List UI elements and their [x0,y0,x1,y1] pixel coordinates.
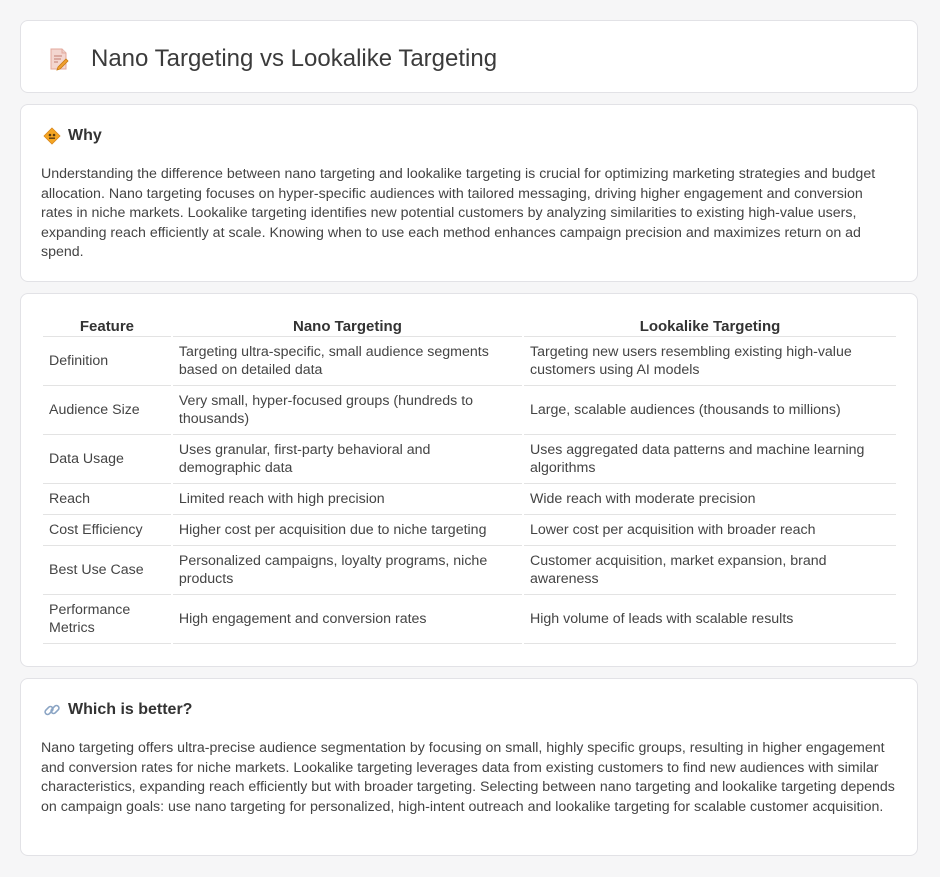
comparison-table [41,316,898,644]
lookalike-cell: High volume of leads with scalable results [524,595,896,644]
why-body: Understanding the difference between nano targeting and lookalike targeting is crucial for optimizing marketing strategies and budget allocation. Nano targeting focuses on hyper-specific audiences with tailored messaging, driving higher engagement and conversion rates in niche markets. Lookalike targeting identifies new potential customers by analyzing similarities to existing high-value users, expanding reach efficiently at scale. Knowing when to use each method enhances campaign precision and maximizes return on ad spend. [41,166,876,261]
title-card [20,20,918,93]
better-header [43,701,192,719]
title-row [47,45,497,73]
table-row [43,515,896,546]
lookalike-cell: Uses aggregated data patterns and machine learning algorithms [524,435,896,484]
table-row [43,484,896,515]
feature-cell: Cost Efficiency [43,515,171,546]
page-title: Nano Targeting vs Lookalike Targeting [91,45,498,72]
header-feature: Feature [43,316,171,337]
lookalike-cell: Targeting new users resembling existing high-value customers using AI models [524,337,896,386]
nano-cell: Limited reach with high precision [173,484,522,515]
table-row [43,386,896,435]
table-row [43,546,896,595]
feature-cell: Data Usage [43,435,171,484]
document-edit-icon [47,47,71,71]
nano-cell: Very small, hyper-focused groups (hundreds to thousands) [173,386,522,435]
lookalike-cell: Customer acquisition, market expansion, brand awareness [524,546,896,595]
feature-cell: Audience Size [43,386,171,435]
feature-cell: Definition [43,337,171,386]
lookalike-cell: Lower cost per acquisition with broader reach [524,515,896,546]
feature-cell: Performance Metrics [43,595,171,644]
header-nano: Nano Targeting [173,316,522,337]
table-header-row [43,316,896,337]
nano-cell: Higher cost per acquisition due to niche targeting [173,515,522,546]
table-row [43,595,896,644]
better-heading: Which is better? [68,701,193,718]
feature-cell: Best Use Case [43,546,171,595]
nano-cell: Targeting ultra-specific, small audience segments based on detailed data [173,337,522,386]
lookalike-cell: Wide reach with moderate precision [524,484,896,515]
header-lookalike: Lookalike Targeting [524,316,896,337]
diamond-warning-icon [43,127,61,145]
why-heading: Why [68,127,102,144]
comparison-card [20,293,918,667]
link-icon [43,701,61,719]
table-row [43,435,896,484]
nano-cell: Uses granular, first-party behavioral and demographic data [173,435,522,484]
why-card [20,104,918,282]
better-body: Nano targeting offers ultra-precise audience segmentation by focusing on small, highly specific groups, resulting in higher engagement and conversion rates for niche markets. Lookalike targeting leverages data from existing customers to find new audiences with similar characteristics, expanding reach efficiently but with broader targeting. Selecting between nano targeting and lookalike targeting depends on campaign goals: use nano targeting for personalized, high-intent outreach and lookalike targeting for scalable customer acquisition. [41,740,895,815]
nano-cell: High engagement and conversion rates [173,595,522,644]
feature-cell: Reach [43,484,171,515]
better-card [20,678,918,856]
nano-cell: Personalized campaigns, loyalty programs, niche products [173,546,522,595]
table-row [43,337,896,386]
why-header [43,127,102,145]
lookalike-cell: Large, scalable audiences (thousands to millions) [524,386,896,435]
